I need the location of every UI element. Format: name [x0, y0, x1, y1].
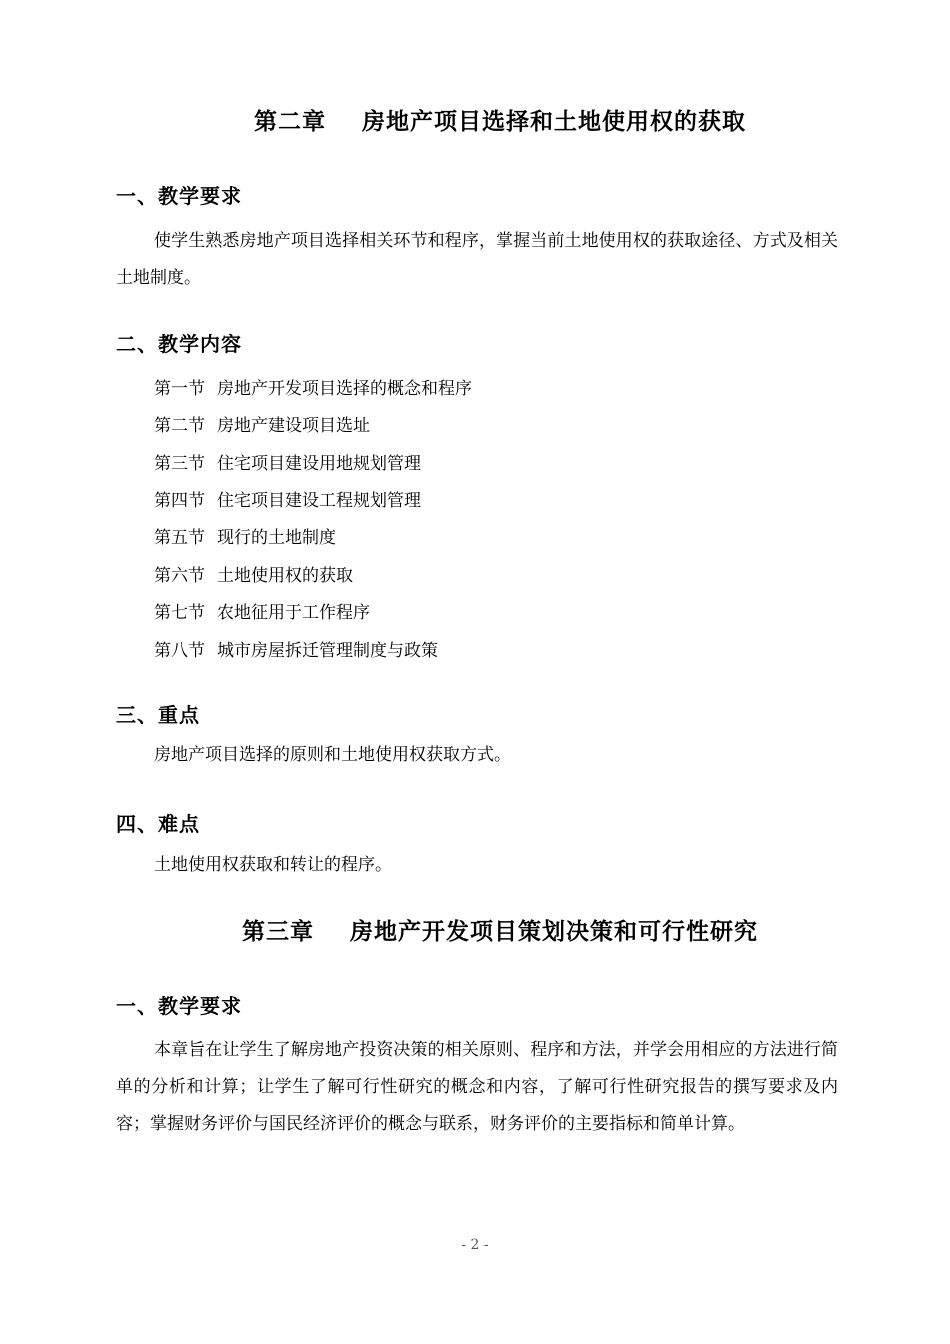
section-number: 第二节	[154, 416, 205, 436]
section-title: 现行的土地制度	[217, 528, 336, 548]
ch2-key-points-body: 房地产项目选择的原则和土地使用权获取方式。	[154, 745, 511, 765]
section-number: 第一节	[154, 379, 205, 399]
section-title: 城市房屋拆迁管理制度与政策	[217, 641, 438, 661]
ch2-key-points-heading: 三、重点	[116, 703, 200, 727]
section-title: 住宅项目建设工程规划管理	[217, 491, 421, 511]
section-title: 农地征用于工作程序	[217, 603, 370, 623]
ch2-content-item	[154, 374, 472, 399]
section-number: 第六节	[154, 566, 205, 586]
section-title: 住宅项目建设用地规划管理	[217, 454, 421, 474]
section-number: 第八节	[154, 641, 205, 661]
ch3-teaching-requirements-body: 本章旨在让学生了解房地产投资决策的相关原则、程序和方法，并学会用相应的方法进行简单的分析和计算；让学生了解可行性研究的概念和内容，了解可行性研究报告的撰写要求及内容；掌握财务评价与国民经济评价的概念与联系，财务评价的主要指标和简单计算。	[116, 1040, 838, 1134]
ch2-difficulties-heading: 四、难点	[116, 812, 200, 836]
page-number: - 2 -	[461, 1237, 489, 1253]
ch2-content-item	[154, 486, 421, 511]
ch3-teaching-requirements-heading: 一、教学要求	[116, 994, 242, 1018]
ch2-content-item	[154, 449, 421, 474]
ch2-content-item	[154, 523, 336, 548]
chapter-2-title	[0, 103, 950, 136]
section-title: 土地使用权的获取	[217, 566, 353, 586]
section-number: 第五节	[154, 528, 205, 548]
chapter-3-title-text: 房地产开发项目策划决策和可行性研究	[350, 919, 759, 945]
ch2-content-item	[154, 561, 353, 586]
chapter-2-number: 第二章	[253, 109, 326, 135]
chapter-3-title	[0, 913, 950, 946]
ch2-content-item	[154, 636, 438, 661]
ch2-content-item	[154, 598, 370, 623]
ch2-teaching-requirements-body: 使学生熟悉房地产项目选择相关环节和程序，掌握当前土地使用权的获取途径、方式及相关土地制度。	[116, 231, 838, 288]
section-title: 房地产开发项目选择的概念和程序	[217, 379, 472, 399]
section-number: 第四节	[154, 491, 205, 511]
chapter-2-title-text: 房地产项目选择和土地使用权的获取	[362, 109, 747, 135]
chapter-3-number: 第三章	[241, 919, 314, 945]
section-number: 第三节	[154, 454, 205, 474]
section-title: 房地产建设项目选址	[217, 416, 370, 436]
ch2-difficulties-body: 土地使用权获取和转让的程序。	[154, 855, 392, 875]
ch2-content-item	[154, 411, 370, 436]
ch2-teaching-requirements-heading: 一、教学要求	[116, 184, 242, 208]
section-number: 第七节	[154, 603, 205, 623]
ch2-teaching-content-heading: 二、教学内容	[116, 332, 242, 356]
